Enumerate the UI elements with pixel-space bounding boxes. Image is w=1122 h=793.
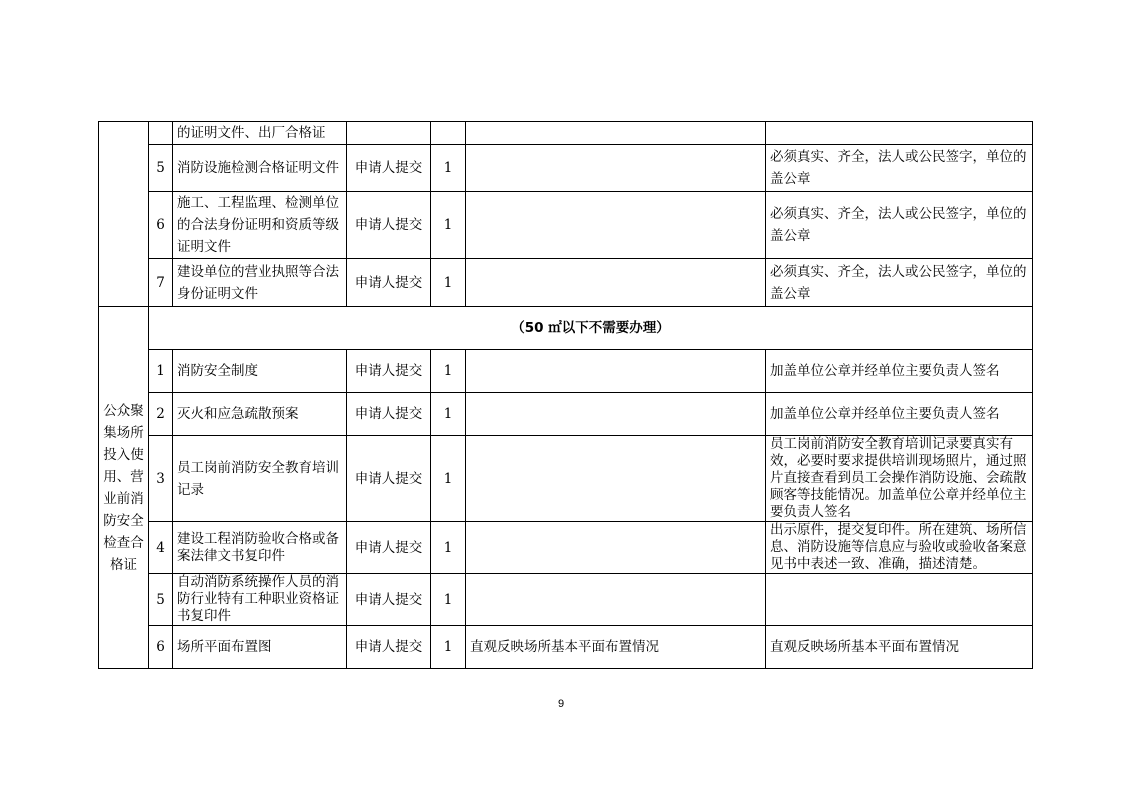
submit-method: 申请人提交: [347, 350, 431, 393]
page-number: 9: [557, 698, 565, 710]
material-note: 加盖单位公章并经单位主要负责人签名: [766, 350, 1033, 393]
copy-count: 1: [431, 522, 466, 574]
material-name: 场所平面布置图: [173, 626, 347, 669]
table-row: [99, 350, 1033, 393]
submit-method: 申请人提交: [347, 626, 431, 669]
material-name: 自动消防系统操作人员的消防行业特有工种职业资格证书复印件: [173, 574, 347, 626]
table-row: [99, 626, 1033, 669]
row-number: 6: [149, 192, 173, 259]
material-description: [466, 393, 766, 436]
row-number: 2: [149, 393, 173, 436]
material-description: 直观反映场所基本平面布置情况: [466, 626, 766, 669]
material-name: 消防设施检测合格证明文件: [173, 145, 347, 192]
submit-method: 申请人提交: [347, 574, 431, 626]
table-row: [99, 122, 1033, 145]
material-description: [466, 350, 766, 393]
material-description: [466, 574, 766, 626]
requirements-table: [98, 121, 1033, 669]
copy-count: [431, 122, 466, 145]
material-note: 必须真实、齐全，法人或公民签字，单位的盖公章: [766, 192, 1033, 259]
material-note: 直观反映场所基本平面布置情况: [766, 626, 1033, 669]
category-label: 公众聚集场所投入使用、营业前消防安全检查合格证: [99, 307, 149, 669]
submit-method: 申请人提交: [347, 436, 431, 522]
material-note: 必须真实、齐全，法人或公民签字，单位的盖公章: [766, 259, 1033, 307]
copy-count: 1: [431, 192, 466, 259]
copy-count: 1: [431, 259, 466, 307]
material-description: [466, 192, 766, 259]
material-note: 加盖单位公章并经单位主要负责人签名: [766, 393, 1033, 436]
material-name: 员工岗前消防安全教育培训记录: [173, 436, 347, 522]
row-number: 5: [149, 145, 173, 192]
submit-method: 申请人提交: [347, 192, 431, 259]
copy-count: 1: [431, 145, 466, 192]
exemption-banner: （50 ㎡以下不需要办理）: [149, 307, 1033, 350]
copy-count: 1: [431, 626, 466, 669]
table-row: [99, 393, 1033, 436]
table-row: [99, 574, 1033, 626]
row-number: 3: [149, 436, 173, 522]
table-row: [99, 192, 1033, 259]
row-number: 5: [149, 574, 173, 626]
submit-method: 申请人提交: [347, 393, 431, 436]
material-name: 的证明文件、出厂合格证: [173, 122, 347, 145]
material-note: 出示原件，提交复印件。所在建筑、场所信息、消防设施等信息应与验收或验收备案意见书中表述一致、准确，描述清楚。: [766, 522, 1033, 574]
material-description: [466, 259, 766, 307]
material-name: 灭火和应急疏散预案: [173, 393, 347, 436]
table-row: [99, 259, 1033, 307]
copy-count: 1: [431, 350, 466, 393]
material-name: 施工、工程监理、检测单位的合法身份证明和资质等级证明文件: [173, 192, 347, 259]
material-name: 消防安全制度: [173, 350, 347, 393]
category-cell-empty: [99, 122, 149, 307]
material-note: 必须真实、齐全，法人或公民签字，单位的盖公章: [766, 145, 1033, 192]
material-description: [466, 122, 766, 145]
banner-row: [99, 307, 1033, 350]
material-note: [766, 122, 1033, 145]
row-number: 4: [149, 522, 173, 574]
material-name: 建设工程消防验收合格或备案法律文书复印件: [173, 522, 347, 574]
material-note: 员工岗前消防安全教育培训记录要真实有效，必要时要求提供培训现场照片，通过照片直接查看到员工会操作消防设施、会疏散顾客等技能情况。加盖单位公章并经单位主要负责人签名: [766, 436, 1033, 522]
table-row: [99, 436, 1033, 522]
copy-count: 1: [431, 436, 466, 522]
submit-method: 申请人提交: [347, 145, 431, 192]
row-number: 7: [149, 259, 173, 307]
row-number: [149, 122, 173, 145]
table-row: [99, 522, 1033, 574]
copy-count: 1: [431, 574, 466, 626]
material-description: [466, 145, 766, 192]
row-number: 6: [149, 626, 173, 669]
submit-method: 申请人提交: [347, 522, 431, 574]
material-description: [466, 522, 766, 574]
material-name: 建设单位的营业执照等合法身份证明文件: [173, 259, 347, 307]
submit-method: [347, 122, 431, 145]
table-row: [99, 145, 1033, 192]
material-note: [766, 574, 1033, 626]
row-number: 1: [149, 350, 173, 393]
copy-count: 1: [431, 393, 466, 436]
submit-method: 申请人提交: [347, 259, 431, 307]
material-description: [466, 436, 766, 522]
